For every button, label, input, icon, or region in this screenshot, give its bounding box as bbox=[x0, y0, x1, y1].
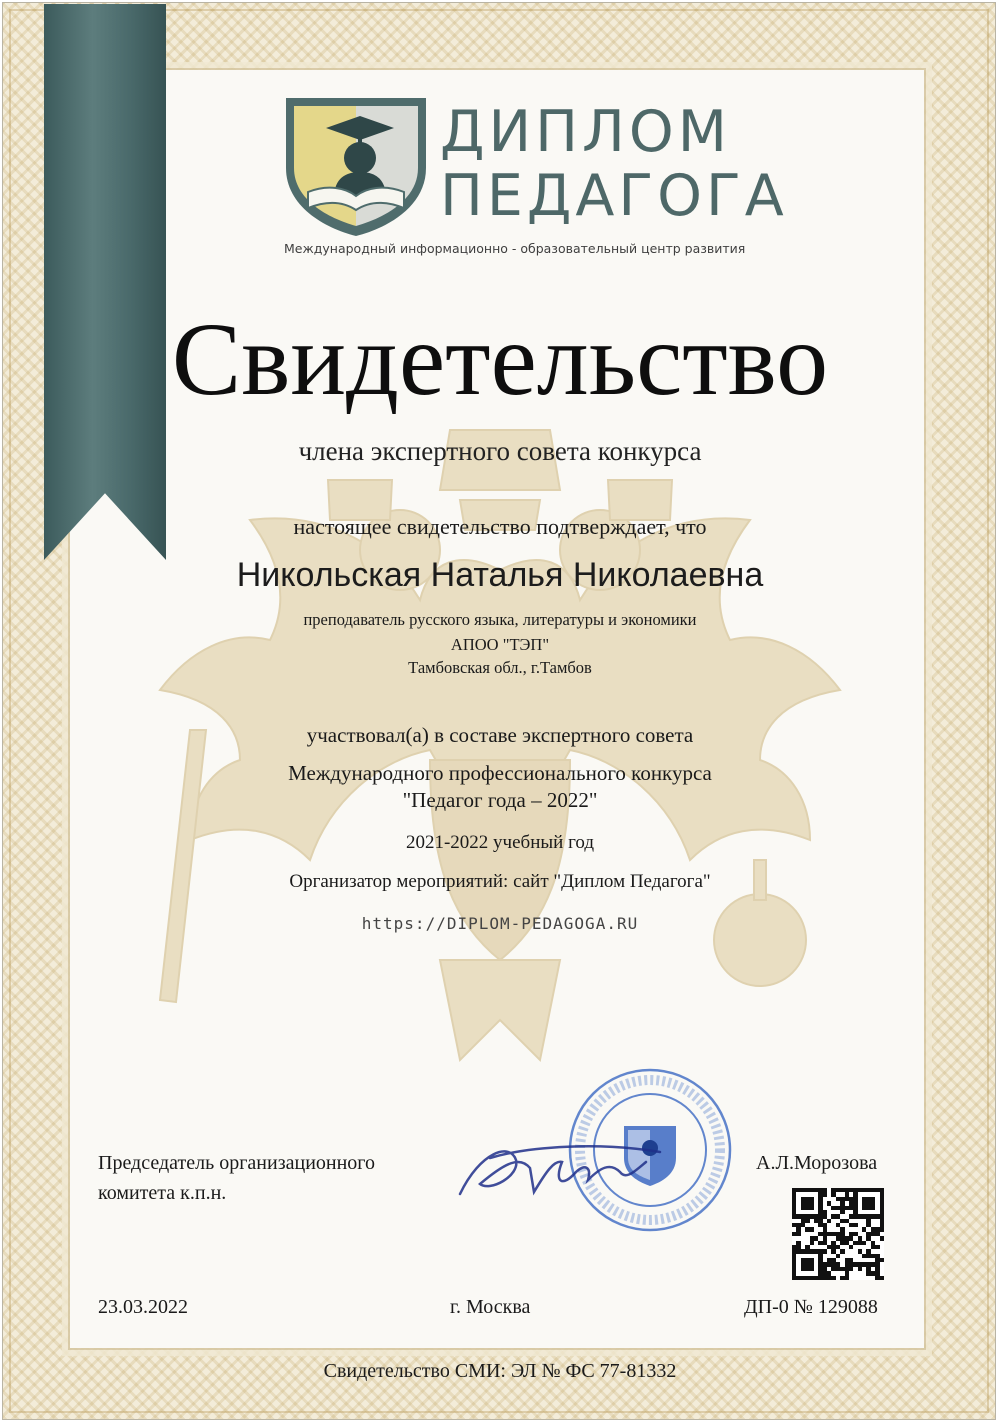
signatory-role-line1: Председатель организационного bbox=[98, 1152, 376, 1174]
graduate-shield-logo-icon bbox=[278, 88, 434, 238]
decorative-ribbon bbox=[44, 4, 166, 560]
participation-text: участвовал(а) в составе экспертного совета bbox=[306, 723, 694, 747]
recipient-location: Тамбовская обл., г.Тамбов bbox=[408, 658, 592, 677]
document-number: ДП-0 № 129088 bbox=[744, 1296, 878, 1318]
brand-tagline: Международный информационно - образовательный центр развития bbox=[284, 241, 746, 256]
media-registration: Свидетельство СМИ: ЭЛ № ФС 77-81332 bbox=[323, 1360, 677, 1382]
academic-year: 2021-2022 учебный год bbox=[405, 832, 595, 853]
certificate-subtitle: члена экспертного совета конкурса bbox=[298, 436, 702, 466]
issue-date: 23.03.2022 bbox=[98, 1296, 188, 1318]
handwritten-signature bbox=[450, 1132, 670, 1212]
confirm-text: настоящее свидетельство подтверждает, что bbox=[293, 514, 707, 539]
qr-code bbox=[792, 1188, 884, 1280]
recipient-name: Никольская Наталья Николаевна bbox=[236, 556, 764, 594]
recipient-position: преподаватель русского языка, литературы и экономики bbox=[303, 610, 697, 629]
brand-name-line1: ДИПЛОМ bbox=[440, 99, 731, 165]
website-url: https://DIPLOM-PEDAGOGA.RU bbox=[361, 914, 639, 933]
recipient-organization: АПОО "ТЭП" bbox=[450, 635, 550, 654]
brand-name-line2: ПЕДАГОГА bbox=[440, 163, 788, 229]
certificate-title: Свидетельство bbox=[171, 302, 829, 417]
issue-city: г. Москва bbox=[450, 1296, 531, 1318]
contest-line1: Международного профессионального конкурса bbox=[288, 761, 712, 785]
contest-line2: "Педагог года – 2022" bbox=[402, 788, 598, 812]
signatory-name: А.Л.Морозова bbox=[756, 1152, 878, 1174]
organizer-text: Организатор мероприятий: сайт "Диплом Педагога" bbox=[289, 871, 711, 892]
signatory-role-line2: комитета к.п.н. bbox=[98, 1182, 227, 1204]
